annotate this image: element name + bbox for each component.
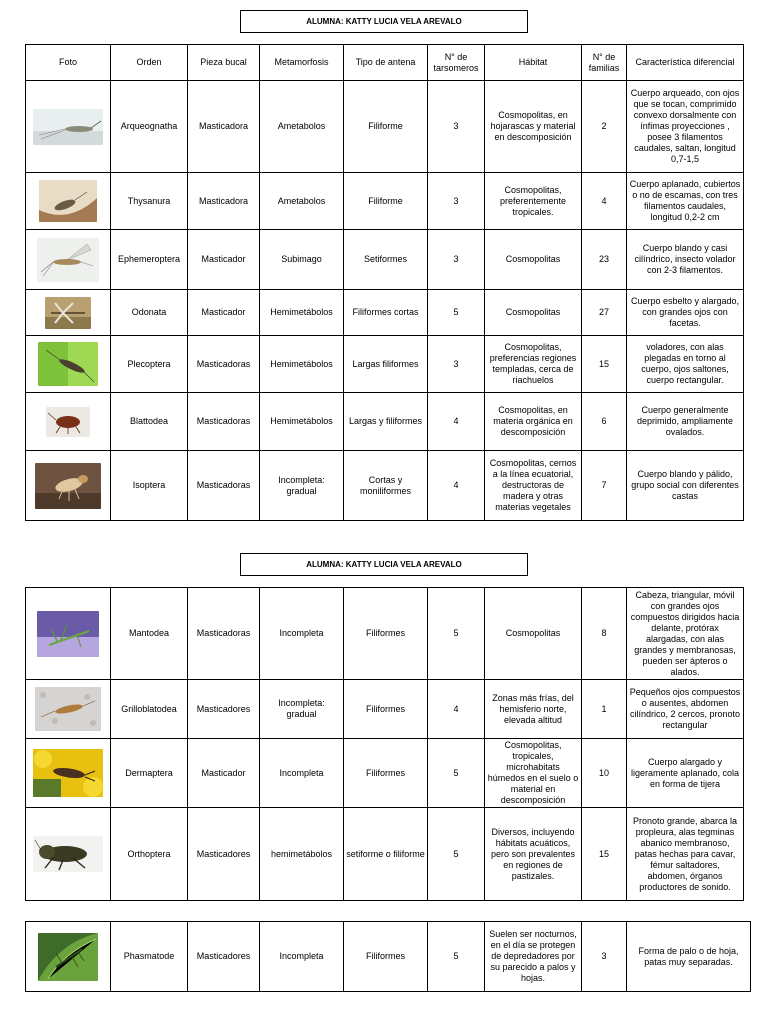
earwig-photo [33,749,103,797]
table-row [26,588,744,680]
order-name-cell: Arqueognatha [111,81,188,173]
order-name-cell: Dermaptera [111,739,188,808]
table-row [26,808,744,901]
order-name-cell: Ephemeroptera [111,230,188,290]
family-count-cell: 2 [582,81,627,173]
metamorphosis-cell: Hemimetábolos [260,393,344,451]
mouthpart-cell: Masticadoras [188,451,260,521]
distinguishing-feature-cell: Pronoto grande, abarca la propleura, alas tegminas abanico membranoso, patas hechas para cavar, fémur saltadores, abdomen, órganos productores de sonido. [627,808,744,901]
antenna-type-cell: Filiformes cortas [344,290,428,336]
metamorphosis-cell: Incompleta: gradual [260,680,344,739]
antenna-type-cell: Largas y filiformes [344,393,428,451]
cricket-photo [33,836,103,872]
student-name-title-1: ALUMNA: KATTY LUCIA VELA AREVALO [240,10,528,33]
photo-cell [26,588,111,680]
order-name-cell: Grilloblatodea [111,680,188,739]
mouthpart-cell: Masticadoras [188,393,260,451]
photo-cell [26,173,111,230]
family-count-cell: 3 [582,922,627,992]
table-row [26,451,744,521]
photo-cell [26,451,111,521]
tarsomere-count-cell: 5 [428,588,485,680]
metamorphosis-cell: Incompleta [260,739,344,808]
family-count-cell: 6 [582,393,627,451]
header-row [26,45,744,81]
bristletail-photo [33,109,103,145]
header-pieza-bucal: Pieza bucal [188,45,260,81]
table-row [26,336,744,393]
habitat-cell: Cosmopolitas, cernos a la línea ecuatorial, destructoras de madera y otras materias vegetales [485,451,582,521]
distinguishing-feature-cell: Cuerpo arqueado, con ojos que se tocan, comprimido convexo dorsalmente con ínfimas proyecciones , posee 3 filamentos caudales, saltan, longitud 0,7-1,5 [627,81,744,173]
insect-orders-table-1 [25,44,744,521]
antenna-type-cell: Filiformes [344,680,428,739]
metamorphosis-cell: hemimetábolos [260,808,344,901]
family-count-cell: 4 [582,173,627,230]
metamorphosis-cell: Hemimetábolos [260,290,344,336]
photo-cell [26,393,111,451]
habitat-cell: Suelen ser nocturnos, en el día se protegen de depredadores por su parecido a palos y hojas. [485,922,582,992]
stonefly-photo [38,342,98,386]
metamorphosis-cell: Ametabolos [260,81,344,173]
table-row [26,173,744,230]
distinguishing-feature-cell: Cuerpo blando y casi cilíndrico, insecto volador con 2-3 filamentos. [627,230,744,290]
antenna-type-cell: Filiformes [344,588,428,680]
table-row [26,680,744,739]
photo-cell [26,290,111,336]
tarsomere-count-cell: 5 [428,290,485,336]
photo-cell [26,230,111,290]
antenna-type-cell: Filiforme [344,173,428,230]
table-row [26,393,744,451]
termite-photo [35,463,101,509]
cockroach-photo [46,407,90,437]
tarsomere-count-cell: 3 [428,81,485,173]
antenna-type-cell: Filiforme [344,81,428,173]
habitat-cell: Cosmopolitas, preferencias regiones templadas, cerca de riachuelos [485,336,582,393]
header-tarsomeros: N° de tarsomeros [428,45,485,81]
family-count-cell: 7 [582,451,627,521]
header-habitat: Hábitat [485,45,582,81]
photo-cell [26,81,111,173]
family-count-cell: 1 [582,680,627,739]
antenna-type-cell: setiforme o filiforme [344,808,428,901]
header-foto: Foto [26,45,111,81]
order-name-cell: Mantodea [111,588,188,680]
header-orden: Orden [111,45,188,81]
habitat-cell: Cosmopolitas, en materia orgánica en descomposición [485,393,582,451]
metamorphosis-cell: Ametabolos [260,173,344,230]
distinguishing-feature-cell: Cuerpo blando y pálido, grupo social con diferentes castas [627,451,744,521]
photo-cell [26,739,111,808]
tarsomere-count-cell: 5 [428,922,485,992]
mouthpart-cell: Masticadora [188,81,260,173]
mouthpart-cell: Masticador [188,739,260,808]
tarsomere-count-cell: 4 [428,451,485,521]
metamorphosis-cell: Incompleta [260,588,344,680]
order-name-cell: Isoptera [111,451,188,521]
distinguishing-feature-cell: Pequeños ojos compuestos o ausentes, abdomen cilíndrico, 2 cercos, pronoto rectangular [627,680,744,739]
header-metamorfosis: Metamorfosis [260,45,344,81]
tarsomere-count-cell: 4 [428,393,485,451]
family-count-cell: 15 [582,336,627,393]
habitat-cell: Diversos, incluyendo hábitats acuáticos, pero son prevalentes en regiones de pastizales. [485,808,582,901]
header-tipo-antena: Tipo de antena [344,45,428,81]
metamorphosis-cell: Incompleta: gradual [260,451,344,521]
tarsomere-count-cell: 4 [428,680,485,739]
order-name-cell: Thysanura [111,173,188,230]
distinguishing-feature-cell: voladores, con alas plegadas en torno al cuerpo, ojos saltones, cuerpo rectangular. [627,336,744,393]
table-row [26,739,744,808]
distinguishing-feature-cell: Forma de palo o de hoja, patas muy separadas. [627,922,751,992]
distinguishing-feature-cell: Cuerpo generalmente deprimido, ampliamente ovalados. [627,393,744,451]
antenna-type-cell: Filiformes [344,922,428,992]
silverfish-photo [39,180,97,222]
header-familias: N° de familias [582,45,627,81]
family-count-cell: 8 [582,588,627,680]
photo-cell [26,336,111,393]
habitat-cell: Zonas más frías, del hemisferio norte, elevada altitud [485,680,582,739]
order-name-cell: Blattodea [111,393,188,451]
mouthpart-cell: Masticadores [188,808,260,901]
mouthpart-cell: Masticadores [188,680,260,739]
insect-orders-table-2 [25,587,744,901]
family-count-cell: 27 [582,290,627,336]
habitat-cell: Cosmopolitas, en hojarascas y material en descomposición [485,81,582,173]
mouthpart-cell: Masticador [188,230,260,290]
icecrawler-photo [35,687,101,731]
distinguishing-feature-cell: Cabeza, triangular, móvil con grandes ojos compuestos dirigidos hacia delante, protórax alargadas, con alas grandes y membranosas, pueden ser ápteros o alados. [627,588,744,680]
distinguishing-feature-cell: Cuerpo aplanado, cubiertos o no de escamas, con tres filamentos caudales, longitud 0,2-2 cm [627,173,744,230]
photo-cell [26,922,111,992]
metamorphosis-cell: Incompleta [260,922,344,992]
family-count-cell: 23 [582,230,627,290]
distinguishing-feature-cell: Cuerpo alargado y ligeramente aplanado, cola en forma de tijera [627,739,744,808]
stickinsect-photo [38,933,98,981]
mayfly-photo [37,238,99,282]
distinguishing-feature-cell: Cuerpo esbelto y alargado, con grandes ojos con facetas. [627,290,744,336]
antenna-type-cell: Cortas y moniliformes [344,451,428,521]
mouthpart-cell: Masticadoras [188,336,260,393]
metamorphosis-cell: Hemimetábolos [260,336,344,393]
order-name-cell: Phasmatode [111,922,188,992]
table-row [26,922,751,992]
family-count-cell: 15 [582,808,627,901]
tarsomere-count-cell: 5 [428,808,485,901]
mouthpart-cell: Masticador [188,290,260,336]
table-row [26,290,744,336]
tarsomere-count-cell: 3 [428,173,485,230]
habitat-cell: Cosmopolitas, preferentemente tropicales. [485,173,582,230]
antenna-type-cell: Filiformes [344,739,428,808]
habitat-cell: Cosmopolitas [485,290,582,336]
mouthpart-cell: Masticadora [188,173,260,230]
table-row [26,230,744,290]
dragonfly-photo [45,297,91,329]
mouthpart-cell: Masticadoras [188,588,260,680]
photo-cell [26,680,111,739]
antenna-type-cell: Setiformes [344,230,428,290]
order-name-cell: Odonata [111,290,188,336]
mantis-photo [37,611,99,657]
tarsomere-count-cell: 3 [428,230,485,290]
student-name-title-2: ALUMNA: KATTY LUCIA VELA AREVALO [240,553,528,576]
mouthpart-cell: Masticadores [188,922,260,992]
header-caracteristica: Característica diferencial [627,45,744,81]
table-row [26,81,744,173]
habitat-cell: Cosmopolitas, tropicales, microhabitats húmedos en el suelo o material en descomposición [485,739,582,808]
photo-cell [26,808,111,901]
insect-orders-table-3 [25,921,751,992]
order-name-cell: Plecoptera [111,336,188,393]
family-count-cell: 10 [582,739,627,808]
habitat-cell: Cosmopolitas [485,230,582,290]
habitat-cell: Cosmopolitas [485,588,582,680]
tarsomere-count-cell: 5 [428,739,485,808]
antenna-type-cell: Largas filiformes [344,336,428,393]
tarsomere-count-cell: 3 [428,336,485,393]
metamorphosis-cell: Subimago [260,230,344,290]
order-name-cell: Orthoptera [111,808,188,901]
